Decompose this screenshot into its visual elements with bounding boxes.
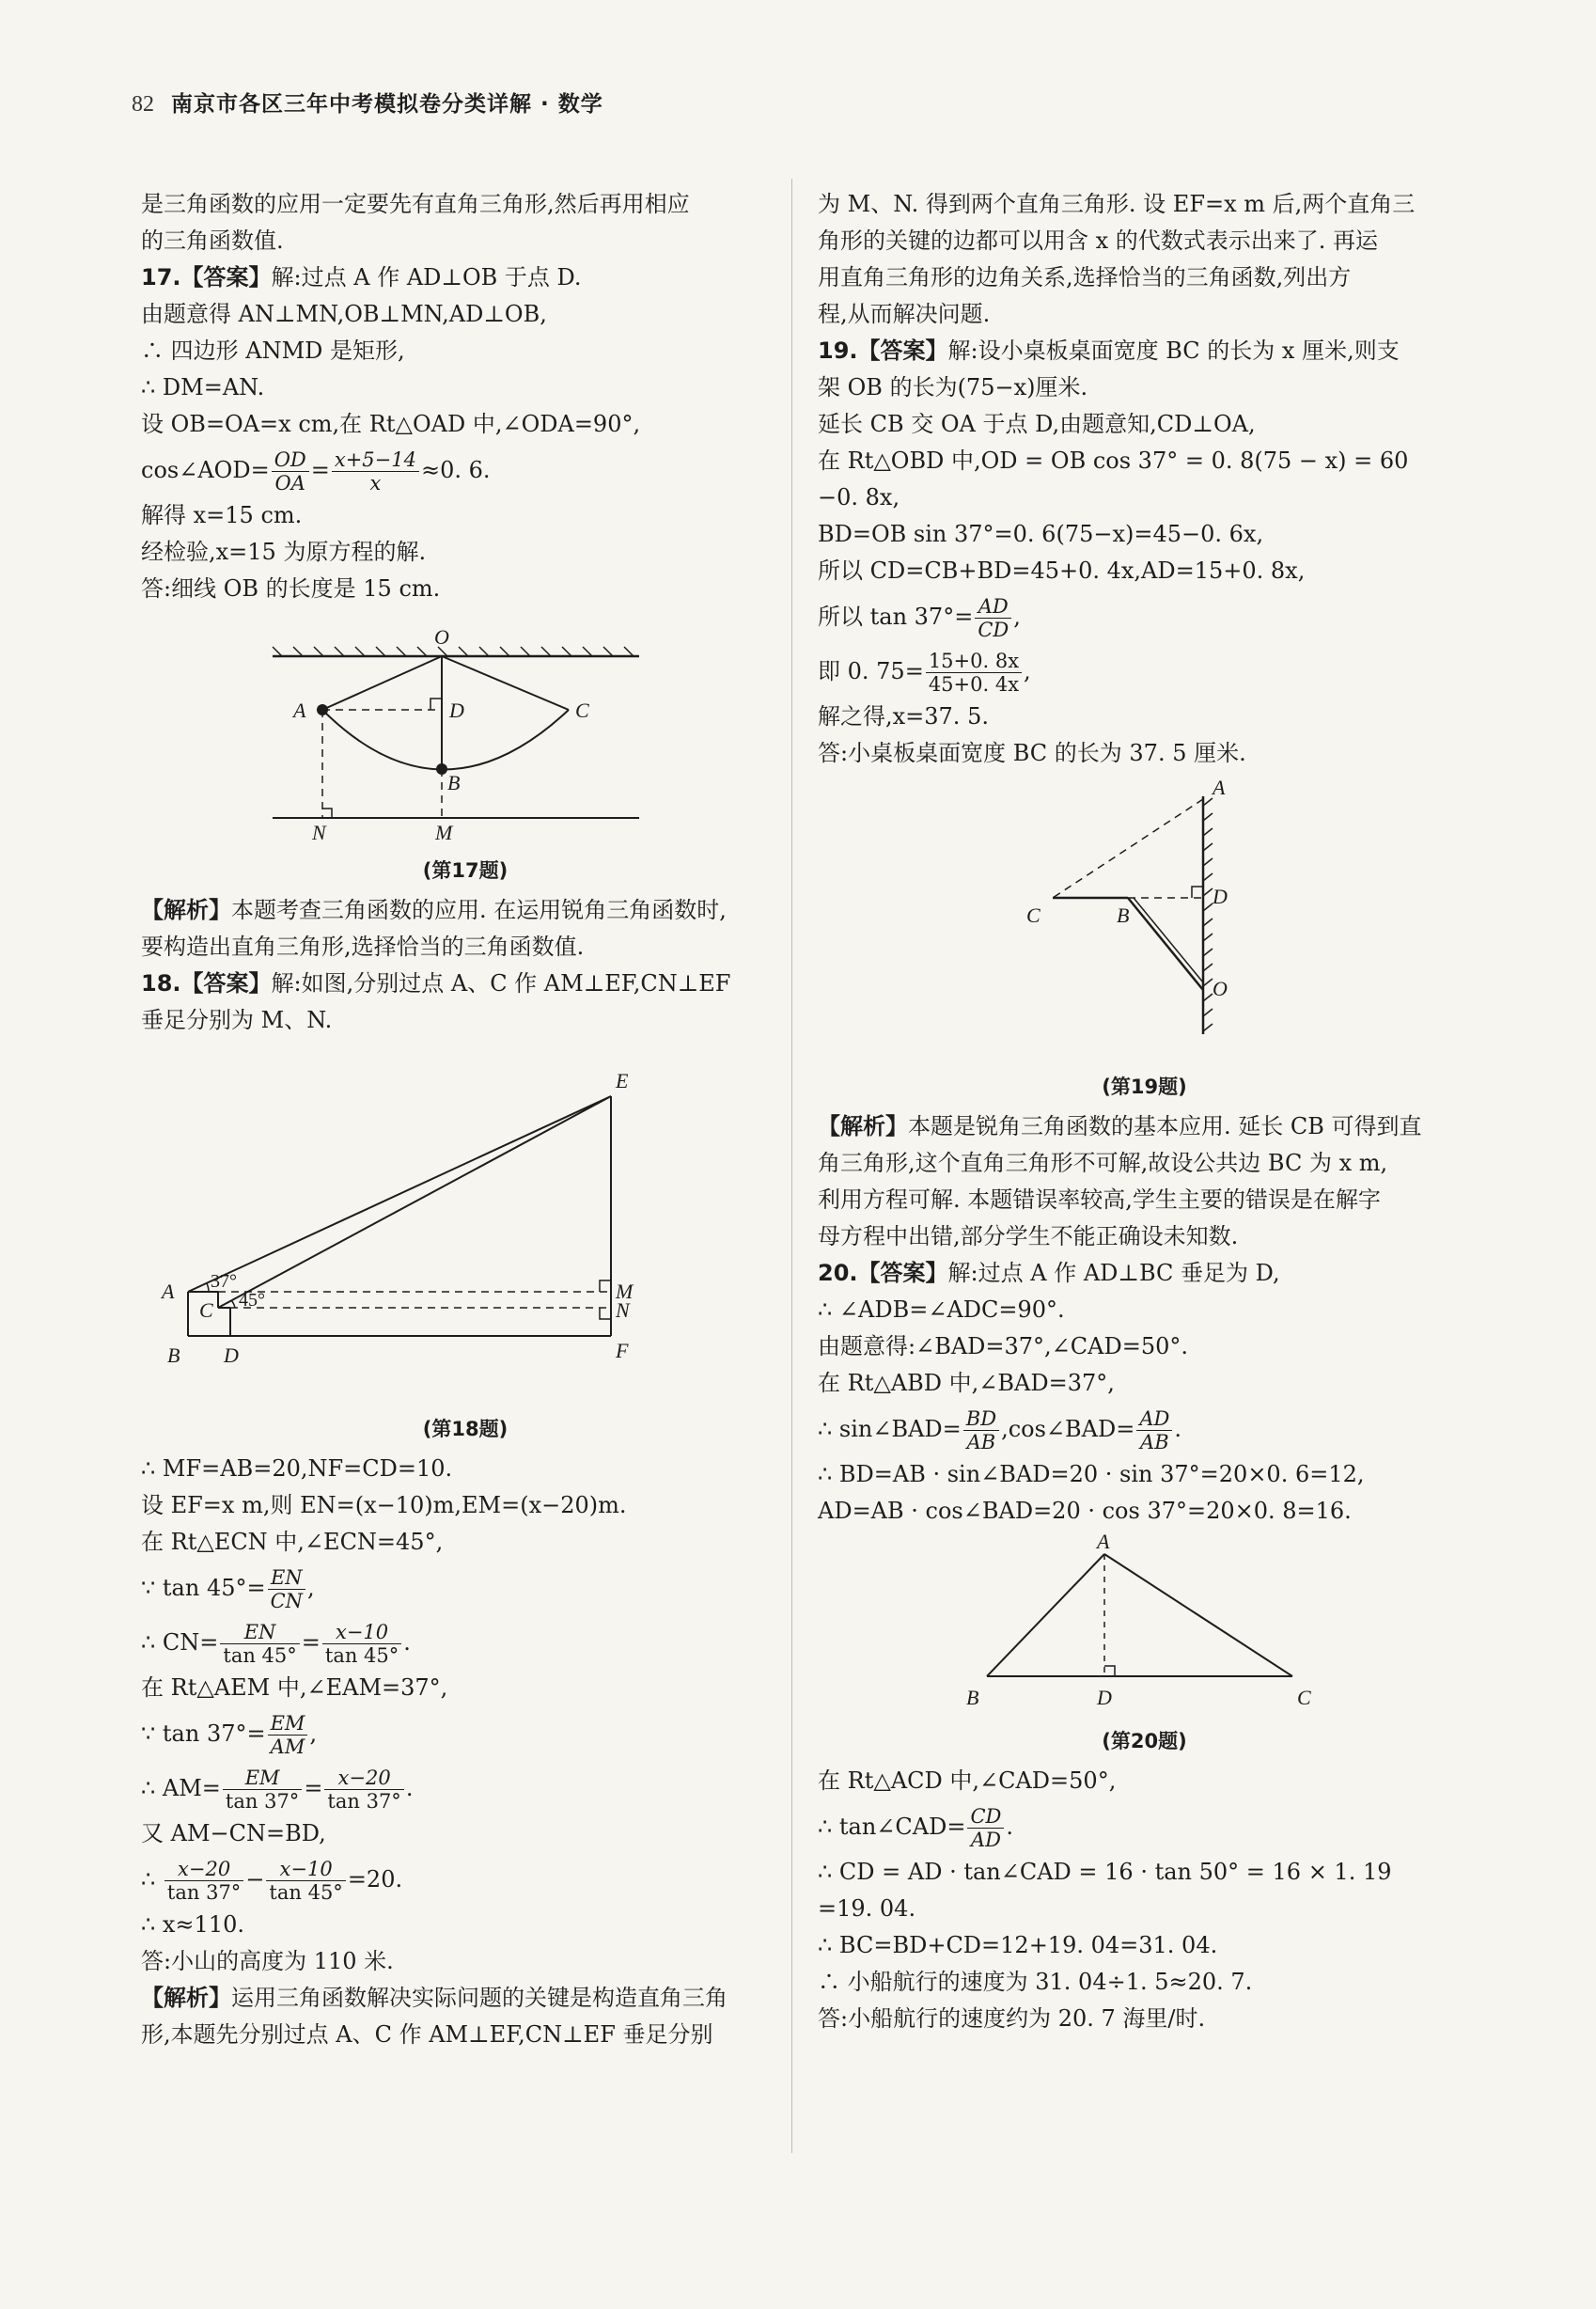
label-E: E (616, 1069, 629, 1092)
figure-20-caption: (第20题) (1102, 1730, 1187, 1752)
text-line: 母方程中出错,部分学生不能正确设未知数. (818, 1223, 1239, 1249)
text-line: 所以 CD=CB+BD=45+0. 4x,AD=15+0. 8x, (818, 558, 1306, 584)
text-line: 又 AM−CN=BD, (141, 1820, 326, 1846)
label-B: B (167, 1343, 180, 1367)
column-divider (791, 179, 792, 2153)
label-B: B (1117, 903, 1130, 927)
figure-17 (141, 611, 790, 888)
q20-answer: 20.【答案】解:过点 A 作 AD⊥BC 垂足为 D, (818, 1260, 1280, 1286)
answer-label: 18.【答案】 (141, 970, 272, 997)
text-line: 形,本题先分别过点 A、C 作 AM⊥EF,CN⊥EF 垂足分别 (141, 2021, 713, 2048)
answer-label: 17.【答案】 (141, 264, 272, 291)
text-line: 答:细线 OB 的长度是 15 cm. (141, 575, 441, 602)
page-header (132, 86, 1476, 118)
text-line: 答:小船航行的速度约为 20. 7 海里/时. (818, 2005, 1206, 2032)
text-line: 垂足分别为 M、N. (141, 1007, 333, 1033)
text-line: 设 EF=x m,则 EN=(x−10)m,EM=(x−20)m. (141, 1492, 627, 1518)
text-line: 延长 CB 交 OA 于点 D,由题意知,CD⊥OA, (818, 411, 1256, 437)
text-line: 的三角函数值. (141, 228, 284, 254)
text-line: 在 Rt△ACD 中,∠CAD=50°, (818, 1767, 1117, 1794)
fraction: $\frac{x-10}{\tan 45^\circ}$ (322, 1621, 401, 1667)
text-line: −0. 8x, (818, 484, 900, 510)
text-line: 是三角函数的应用一定要先有直角三角形,然后再用相应 (141, 191, 690, 217)
text-line: ∴ DM=AN. (141, 374, 265, 401)
q19-answer: 19.【答案】解:设小桌板桌面宽度 BC 的长为 x 厘米,则支 (818, 338, 1400, 364)
label-M: M (435, 821, 453, 841)
label-A: A (1213, 776, 1226, 799)
label-F: F (616, 1339, 629, 1362)
label-N: N (312, 821, 326, 841)
label-D: D (1097, 1686, 1112, 1709)
text-line: ∴ 小船航行的速度为 31. 04÷1. 5≈20. 7. (818, 1969, 1253, 1995)
label-B: B (966, 1686, 979, 1709)
text-line: ∴ ∠ADB=∠ADC=90°. (818, 1296, 1065, 1323)
text-line: 架 OB 的长为(75−x)厘米. (818, 374, 1088, 401)
label-M: M (616, 1280, 634, 1303)
analysis-label: 【解析】 (818, 1113, 908, 1139)
label-N: N (616, 1298, 630, 1322)
left-column (141, 186, 790, 2053)
text-line: 解之得,x=37. 5. (818, 703, 989, 730)
label-C: C (1026, 903, 1041, 927)
text-line: 为 M、N. 得到两个直角三角形. 设 EF=x m 后,两个直角三 (818, 191, 1416, 217)
fraction: $\frac{AD}{AB}$ (1136, 1407, 1172, 1453)
text-line: 程,从而解决问题. (818, 301, 991, 327)
text-line: 利用方程可解. 本题错误率较高,学生主要的错误是在解字 (818, 1186, 1381, 1213)
figure-19-caption: (第19题) (1102, 1076, 1187, 1098)
text-line: 角三角形,这个直角三角形不可解,故设公共边 BC 为 x m, (818, 1150, 1388, 1176)
q20-tan-equation: ∴ tan∠CAD= $\frac{CD}{AD}$ . (818, 1805, 1014, 1851)
text-line: 答:小山的高度为 110 米. (141, 1948, 394, 1974)
figure-17-diagram (141, 611, 790, 841)
text-line: ∴ BD=AB · sin∠BAD=20 · sin 37°=20×0. 6=12, (818, 1461, 1365, 1487)
q18-tan37-equation: ∵ tan 37°= $\frac{EM}{AM}$ , (141, 1712, 318, 1758)
fraction: $\frac{x-20}{\tan 37^\circ}$ (324, 1767, 403, 1813)
q20-sin-cos-equation: ∴ sin∠BAD= $\frac{BD}{AB}$ ,cos∠BAD= $\frac{AD}{AB}$ . (818, 1407, 1181, 1453)
q17-answer: 17.【答案】解:过点 A 作 AD⊥OB 于点 D. (141, 264, 582, 291)
text-line: ∴ 四边形 ANMD 是矩形, (141, 338, 405, 364)
label-C: C (1297, 1686, 1311, 1709)
fraction: $\frac{CD}{AD}$ (967, 1805, 1004, 1851)
right-column (818, 186, 1471, 2037)
label-O: O (434, 625, 449, 649)
q17-cos-equation: cos∠AOD= $\frac{OD}{OA}$ = $\frac{x+5-14}{x}$ ≈0. 6. (141, 448, 491, 495)
fraction: $\frac{OD}{OA}$ (272, 448, 309, 495)
q18-cn-equation: ∴ CN= $\frac{EN}{\tan 45^\circ}$ = $\frac{x-10}{\tan 45^\circ}$ . (141, 1621, 411, 1667)
figure-17-caption: (第17题) (422, 859, 509, 882)
text-line: ∴ MF=AB=20,NF=CD=10. (141, 1455, 453, 1482)
fraction: $\frac{EN}{\tan 45^\circ}$ (220, 1621, 299, 1667)
text-line: =19. 04. (818, 1895, 916, 1922)
figure-18 (141, 1043, 790, 1447)
fraction: $\frac{BD}{AB}$ (963, 1407, 999, 1453)
text-line: 用直角三角形的边角关系,选择恰当的三角函数,列出方 (818, 264, 1352, 291)
text-line: 经检验,x=15 为原方程的解. (141, 539, 427, 565)
label-A: A (162, 1280, 175, 1303)
fraction: $\frac{15+0. 8x}{45+0. 4x}$ (926, 650, 1022, 696)
text-line: 在 Rt△ABD 中,∠BAD=37°, (818, 1370, 1115, 1396)
label-A: A (293, 699, 306, 722)
book-title: 南京市各区三年中考模拟卷分类详解 · 数学 (171, 92, 603, 117)
label-D: D (224, 1343, 239, 1367)
q19-main-equation: 即 0. 75= $\frac{15+0. 8x}{45+0. 4x}$ , (818, 650, 1031, 696)
figure-18-caption: (第18题) (422, 1418, 509, 1440)
q18-am-equation: ∴ AM= $\frac{EM}{\tan 37^\circ}$ = $\frac{x-20}{\tan 37^\circ}$ . (141, 1767, 414, 1813)
analysis-19: 【解析】本题是锐角三角函数的基本应用. 延长 CB 可得到直 (818, 1113, 1422, 1139)
answer-label: 19.【答案】 (818, 338, 948, 364)
answer-label: 20.【答案】 (818, 1260, 948, 1286)
fraction: $\frac{AD}{CD}$ (975, 595, 1011, 641)
figure-20-diagram (818, 1533, 1471, 1712)
label-D: D (1213, 885, 1228, 908)
q19-tan-equation: 所以 tan 37°= $\frac{AD}{CD}$ , (818, 595, 1021, 641)
fraction: $\frac{x-10}{\tan 45^\circ}$ (266, 1858, 345, 1904)
figure-19-diagram (818, 776, 1471, 1058)
label-A: A (1097, 1533, 1110, 1553)
analysis-17: 【解析】本题考查三角函数的应用. 在运用锐角三角函数时, (141, 897, 727, 923)
text-line: 角形的关键的边都可以用含 x 的代数式表示出来了. 再运 (818, 228, 1379, 254)
label-O: O (1213, 977, 1228, 1000)
label-C: C (199, 1298, 213, 1322)
fraction: $\frac{x-20}{\tan 37^\circ}$ (164, 1858, 243, 1904)
label-angle-37: 37° (211, 1271, 237, 1292)
text-line: ∴ x≈110. (141, 1911, 244, 1938)
figure-20 (818, 1533, 1471, 1759)
text-line: 由题意得 AN⊥MN,OB⊥MN,AD⊥OB, (141, 301, 547, 327)
fraction: $\frac{EM}{\tan 37^\circ}$ (223, 1767, 302, 1813)
text-line: 设 OB=OA=x cm,在 Rt△OAD 中,∠ODA=90°, (141, 411, 641, 437)
analysis-18: 【解析】运用三角函数解决实际问题的关键是构造直角三角 (141, 1985, 728, 2011)
q18-answer: 18.【答案】解:如图,分别过点 A、C 作 AM⊥EF,CN⊥EF (141, 970, 731, 997)
q18-tan45-equation: ∵ tan 45°= $\frac{EN}{CN}$ , (141, 1566, 315, 1612)
fraction: $\frac{EM}{AM}$ (268, 1712, 308, 1758)
label-angle-45: 45° (239, 1290, 265, 1311)
fraction: $\frac{EN}{CN}$ (268, 1566, 305, 1612)
text-line: 在 Rt△AEM 中,∠EAM=37°, (141, 1674, 448, 1701)
label-D: D (449, 699, 464, 722)
text-line: ∴ BC=BD+CD=12+19. 04=31. 04. (818, 1932, 1218, 1958)
figure-18-diagram (141, 1043, 790, 1400)
text-line: BD=OB sin 37°=0. 6(75−x)=45−0. 6x, (818, 521, 1264, 547)
analysis-label: 【解析】 (141, 897, 231, 923)
text-line: 由题意得:∠BAD=37°,∠CAD=50°. (818, 1333, 1189, 1359)
text-line: ∴ CD = AD · tan∠CAD = 16 · tan 50° = 16 × 1. 19 (818, 1859, 1392, 1885)
text-line: 解得 x=15 cm. (141, 502, 303, 528)
text-line: 在 Rt△OBD 中,OD = OB cos 37° = 0. 8(75 − x) = 60 (818, 448, 1409, 474)
analysis-label: 【解析】 (141, 1985, 231, 2011)
label-B: B (447, 771, 461, 794)
text-line: 要构造出直角三角形,选择恰当的三角函数值. (141, 934, 585, 960)
figure-19 (818, 776, 1471, 1105)
fraction: $\frac{x+5-14}{x}$ (332, 448, 419, 495)
q18-main-equation: ∴ $\frac{x-20}{\tan 37^\circ}$ − $\frac{x-10}{\tan 45^\circ}$ =20. (141, 1858, 403, 1904)
text-line: 在 Rt△ECN 中,∠ECN=45°, (141, 1529, 444, 1555)
label-C: C (575, 699, 589, 722)
text-line: 答:小桌板桌面宽度 BC 的长为 37. 5 厘米. (818, 740, 1246, 766)
text-line: AD=AB · cos∠BAD=20 · cos 37°=20×0. 8=16. (818, 1498, 1352, 1524)
page-number: 82 (132, 92, 154, 117)
